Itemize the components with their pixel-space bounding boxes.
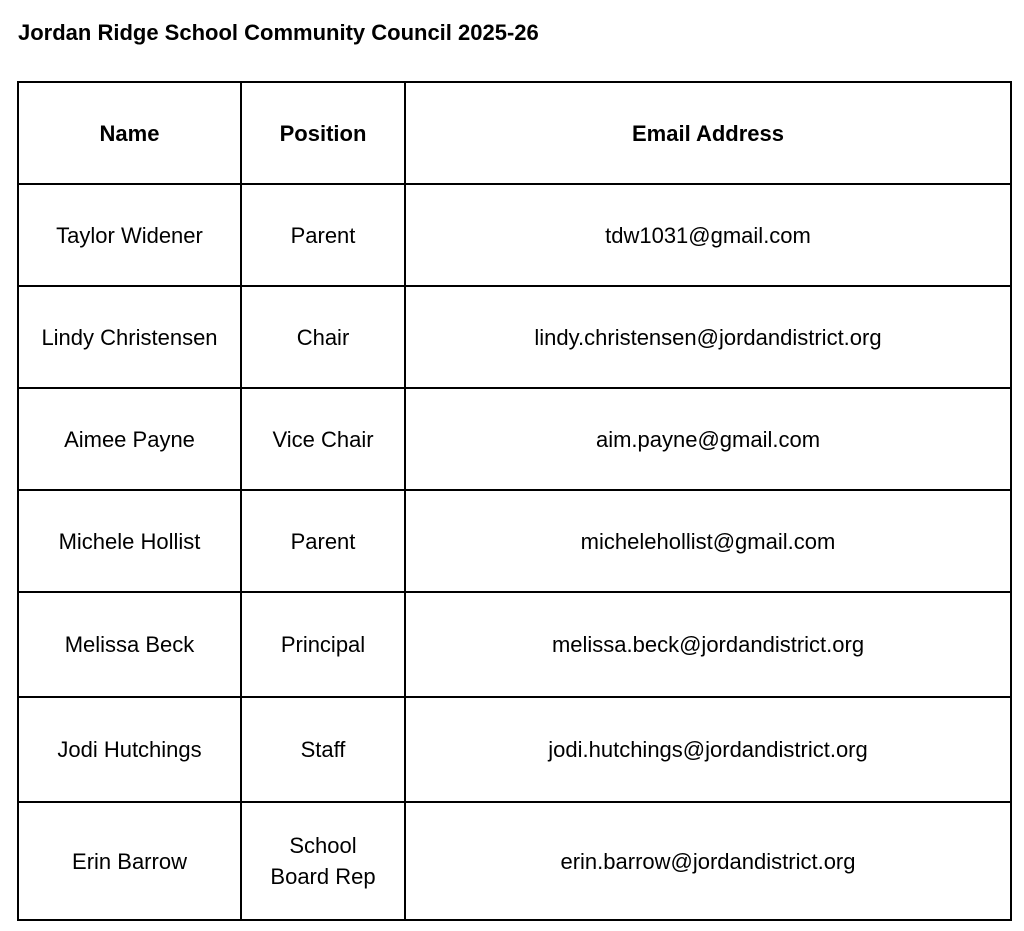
member-email: erin.barrow@jordandistrict.org <box>405 802 1011 920</box>
column-header-email: Email Address <box>405 82 1011 184</box>
member-name: Aimee Payne <box>18 388 241 490</box>
member-name: Lindy Christensen <box>18 286 241 388</box>
member-email: lindy.christensen@jordandistrict.org <box>405 286 1011 388</box>
table-row <box>18 802 1011 920</box>
member-email: jodi.hutchings@jordandistrict.org <box>405 697 1011 802</box>
council-roster-table <box>17 81 1012 921</box>
member-email: aim.payne@gmail.com <box>405 388 1011 490</box>
member-position: Vice Chair <box>241 388 405 490</box>
table-header-row <box>18 82 1011 184</box>
table-row <box>18 592 1011 697</box>
table-row <box>18 184 1011 286</box>
member-position: Chair <box>241 286 405 388</box>
page-title: Jordan Ridge School Community Council 2025-26 <box>18 20 539 45</box>
member-name: Erin Barrow <box>18 802 241 920</box>
table-row <box>18 697 1011 802</box>
table-row <box>18 490 1011 592</box>
member-name: Michele Hollist <box>18 490 241 592</box>
member-name: Jodi Hutchings <box>18 697 241 802</box>
table-row <box>18 286 1011 388</box>
table-row <box>18 388 1011 490</box>
member-name: Melissa Beck <box>18 592 241 697</box>
member-position: Parent <box>241 490 405 592</box>
member-email: melissa.beck@jordandistrict.org <box>405 592 1011 697</box>
member-email: michelehollist@gmail.com <box>405 490 1011 592</box>
member-position: School Board Rep <box>241 802 405 920</box>
member-position: Principal <box>241 592 405 697</box>
column-header-position: Position <box>241 82 405 184</box>
member-email: tdw1031@gmail.com <box>405 184 1011 286</box>
member-name: Taylor Widener <box>18 184 241 286</box>
member-position: Parent <box>241 184 405 286</box>
column-header-name: Name <box>18 82 241 184</box>
member-position: Staff <box>241 697 405 802</box>
